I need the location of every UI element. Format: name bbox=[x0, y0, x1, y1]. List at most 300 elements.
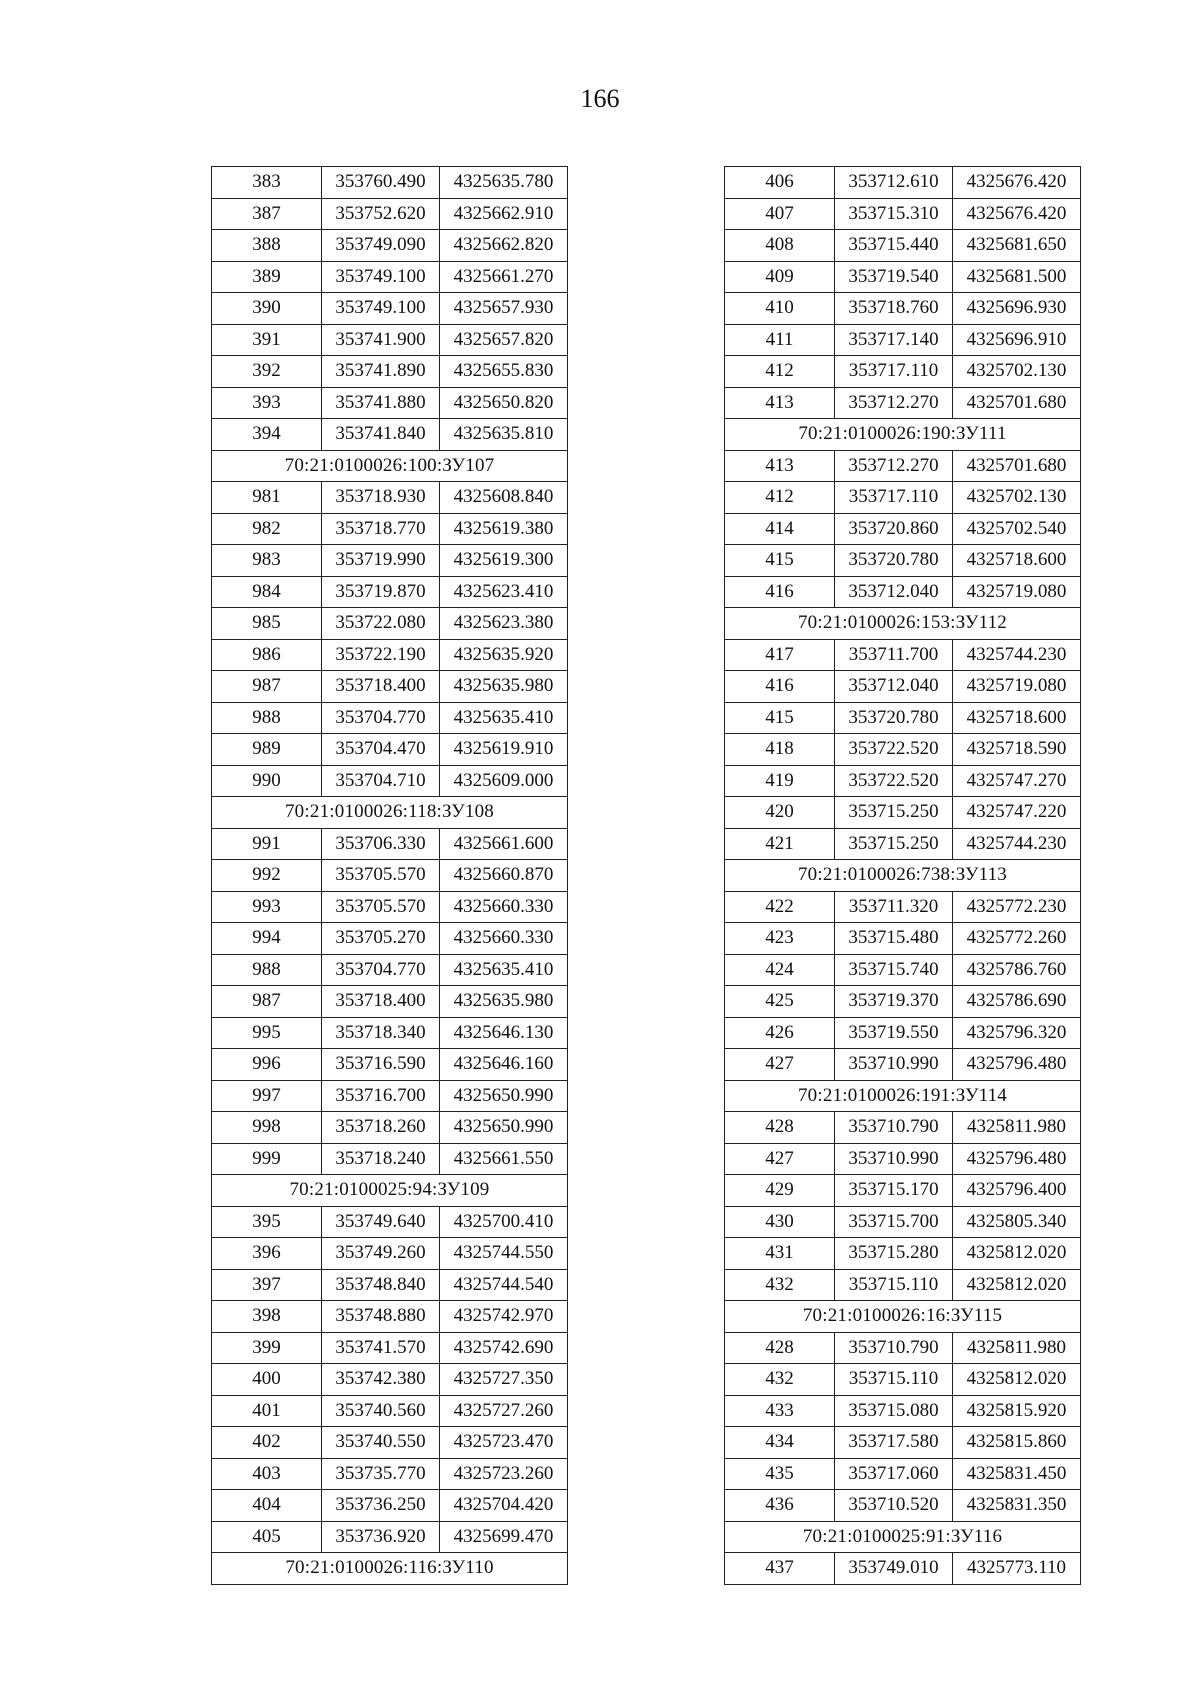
parcel-cadastral-number: 70:21:0100026:118:ЗУ108 bbox=[212, 797, 568, 829]
y-coordinate-cell: 4325702.130 bbox=[953, 482, 1081, 514]
point-number-cell: 415 bbox=[725, 545, 835, 577]
x-coordinate-cell: 353741.570 bbox=[322, 1332, 440, 1364]
point-number-cell: 407 bbox=[725, 198, 835, 230]
point-number-cell: 418 bbox=[725, 734, 835, 766]
point-number-cell: 398 bbox=[212, 1301, 322, 1333]
table-row bbox=[212, 891, 568, 923]
point-number-cell: 436 bbox=[725, 1490, 835, 1522]
y-coordinate-cell: 4325660.870 bbox=[440, 860, 568, 892]
table-row bbox=[725, 891, 1081, 923]
y-coordinate-cell: 4325719.080 bbox=[953, 671, 1081, 703]
table-row bbox=[725, 293, 1081, 325]
point-number-cell: 412 bbox=[725, 482, 835, 514]
point-number-cell: 987 bbox=[212, 986, 322, 1018]
point-number-cell: 388 bbox=[212, 230, 322, 262]
point-number-cell: 431 bbox=[725, 1238, 835, 1270]
table-row bbox=[725, 1553, 1081, 1585]
x-coordinate-cell: 353715.170 bbox=[835, 1175, 953, 1207]
point-number-cell: 994 bbox=[212, 923, 322, 955]
point-number-cell: 983 bbox=[212, 545, 322, 577]
y-coordinate-cell: 4325662.910 bbox=[440, 198, 568, 230]
point-number-cell: 432 bbox=[725, 1364, 835, 1396]
point-number-cell: 986 bbox=[212, 639, 322, 671]
point-number-cell: 437 bbox=[725, 1553, 835, 1585]
x-coordinate-cell: 353722.520 bbox=[835, 765, 953, 797]
x-coordinate-cell: 353722.190 bbox=[322, 639, 440, 671]
x-coordinate-cell: 353718.260 bbox=[322, 1112, 440, 1144]
x-coordinate-cell: 353705.570 bbox=[322, 860, 440, 892]
point-number-cell: 427 bbox=[725, 1143, 835, 1175]
parcel-header-row bbox=[725, 419, 1081, 451]
y-coordinate-cell: 4325661.270 bbox=[440, 261, 568, 293]
table-row bbox=[212, 293, 568, 325]
x-coordinate-cell: 353711.700 bbox=[835, 639, 953, 671]
point-number-cell: 997 bbox=[212, 1080, 322, 1112]
x-coordinate-cell: 353719.990 bbox=[322, 545, 440, 577]
point-number-cell: 387 bbox=[212, 198, 322, 230]
point-number-cell: 405 bbox=[212, 1521, 322, 1553]
x-coordinate-cell: 353749.100 bbox=[322, 261, 440, 293]
table-row bbox=[212, 1301, 568, 1333]
y-coordinate-cell: 4325811.980 bbox=[953, 1332, 1081, 1364]
table-row bbox=[212, 261, 568, 293]
parcel-header-row bbox=[212, 797, 568, 829]
x-coordinate-cell: 353722.080 bbox=[322, 608, 440, 640]
point-number-cell: 995 bbox=[212, 1017, 322, 1049]
x-coordinate-cell: 353715.310 bbox=[835, 198, 953, 230]
point-number-cell: 397 bbox=[212, 1269, 322, 1301]
point-number-cell: 416 bbox=[725, 576, 835, 608]
y-coordinate-cell: 4325608.840 bbox=[440, 482, 568, 514]
x-coordinate-cell: 353715.250 bbox=[835, 828, 953, 860]
point-number-cell: 413 bbox=[725, 387, 835, 419]
y-coordinate-cell: 4325723.470 bbox=[440, 1427, 568, 1459]
coordinates-table-right bbox=[724, 166, 1081, 1585]
y-coordinate-cell: 4325701.680 bbox=[953, 387, 1081, 419]
point-number-cell: 988 bbox=[212, 702, 322, 734]
x-coordinate-cell: 353710.520 bbox=[835, 1490, 953, 1522]
table-row bbox=[725, 671, 1081, 703]
y-coordinate-cell: 4325719.080 bbox=[953, 576, 1081, 608]
y-coordinate-cell: 4325623.380 bbox=[440, 608, 568, 640]
table-row bbox=[212, 986, 568, 1018]
table-row bbox=[725, 450, 1081, 482]
x-coordinate-cell: 353719.540 bbox=[835, 261, 953, 293]
table-row bbox=[212, 1080, 568, 1112]
point-number-cell: 998 bbox=[212, 1112, 322, 1144]
table-row bbox=[212, 1490, 568, 1522]
point-number-cell: 408 bbox=[725, 230, 835, 262]
y-coordinate-cell: 4325744.230 bbox=[953, 828, 1081, 860]
point-number-cell: 993 bbox=[212, 891, 322, 923]
point-number-cell: 406 bbox=[725, 167, 835, 199]
point-number-cell: 996 bbox=[212, 1049, 322, 1081]
table-row bbox=[725, 356, 1081, 388]
x-coordinate-cell: 353710.990 bbox=[835, 1049, 953, 1081]
point-number-cell: 417 bbox=[725, 639, 835, 671]
x-coordinate-cell: 353715.250 bbox=[835, 797, 953, 829]
table-row bbox=[212, 1521, 568, 1553]
x-coordinate-cell: 353719.870 bbox=[322, 576, 440, 608]
x-coordinate-cell: 353720.860 bbox=[835, 513, 953, 545]
parcel-cadastral-number: 70:21:0100025:91:ЗУ116 bbox=[725, 1521, 1081, 1553]
y-coordinate-cell: 4325701.680 bbox=[953, 450, 1081, 482]
y-coordinate-cell: 4325619.910 bbox=[440, 734, 568, 766]
x-coordinate-cell: 353760.490 bbox=[322, 167, 440, 199]
page-number: 166 bbox=[580, 84, 620, 113]
table-row bbox=[725, 954, 1081, 986]
y-coordinate-cell: 4325650.990 bbox=[440, 1112, 568, 1144]
x-coordinate-cell: 353741.840 bbox=[322, 419, 440, 451]
table-row bbox=[725, 828, 1081, 860]
x-coordinate-cell: 353749.260 bbox=[322, 1238, 440, 1270]
table-row bbox=[725, 1017, 1081, 1049]
point-number-cell: 392 bbox=[212, 356, 322, 388]
y-coordinate-cell: 4325805.340 bbox=[953, 1206, 1081, 1238]
y-coordinate-cell: 4325635.920 bbox=[440, 639, 568, 671]
y-coordinate-cell: 4325702.130 bbox=[953, 356, 1081, 388]
point-number-cell: 990 bbox=[212, 765, 322, 797]
table-row bbox=[212, 1364, 568, 1396]
point-number-cell: 404 bbox=[212, 1490, 322, 1522]
x-coordinate-cell: 353704.770 bbox=[322, 702, 440, 734]
table-row bbox=[212, 671, 568, 703]
table-row bbox=[725, 261, 1081, 293]
table-row bbox=[725, 167, 1081, 199]
parcel-header-row bbox=[725, 1080, 1081, 1112]
x-coordinate-cell: 353741.890 bbox=[322, 356, 440, 388]
point-number-cell: 401 bbox=[212, 1395, 322, 1427]
x-coordinate-cell: 353704.470 bbox=[322, 734, 440, 766]
point-number-cell: 434 bbox=[725, 1427, 835, 1459]
x-coordinate-cell: 353706.330 bbox=[322, 828, 440, 860]
x-coordinate-cell: 353715.700 bbox=[835, 1206, 953, 1238]
table-row bbox=[725, 1206, 1081, 1238]
coordinates-table-left bbox=[211, 166, 568, 1585]
x-coordinate-cell: 353740.550 bbox=[322, 1427, 440, 1459]
point-number-cell: 414 bbox=[725, 513, 835, 545]
point-number-cell: 396 bbox=[212, 1238, 322, 1270]
table-row bbox=[725, 1490, 1081, 1522]
y-coordinate-cell: 4325661.550 bbox=[440, 1143, 568, 1175]
point-number-cell: 992 bbox=[212, 860, 322, 892]
table-row bbox=[725, 702, 1081, 734]
table-row bbox=[725, 923, 1081, 955]
parcel-header-row bbox=[725, 1521, 1081, 1553]
table-row bbox=[212, 765, 568, 797]
point-number-cell: 412 bbox=[725, 356, 835, 388]
x-coordinate-cell: 353749.100 bbox=[322, 293, 440, 325]
y-coordinate-cell: 4325702.540 bbox=[953, 513, 1081, 545]
y-coordinate-cell: 4325747.270 bbox=[953, 765, 1081, 797]
x-coordinate-cell: 353715.110 bbox=[835, 1364, 953, 1396]
y-coordinate-cell: 4325655.830 bbox=[440, 356, 568, 388]
y-coordinate-cell: 4325796.480 bbox=[953, 1143, 1081, 1175]
point-number-cell: 985 bbox=[212, 608, 322, 640]
x-coordinate-cell: 353752.620 bbox=[322, 198, 440, 230]
y-coordinate-cell: 4325727.260 bbox=[440, 1395, 568, 1427]
x-coordinate-cell: 353741.880 bbox=[322, 387, 440, 419]
table-row bbox=[212, 513, 568, 545]
y-coordinate-cell: 4325650.820 bbox=[440, 387, 568, 419]
x-coordinate-cell: 353704.770 bbox=[322, 954, 440, 986]
x-coordinate-cell: 353705.270 bbox=[322, 923, 440, 955]
point-number-cell: 429 bbox=[725, 1175, 835, 1207]
table-row bbox=[212, 1269, 568, 1301]
table-row bbox=[212, 419, 568, 451]
table-row bbox=[725, 1364, 1081, 1396]
x-coordinate-cell: 353717.110 bbox=[835, 356, 953, 388]
y-coordinate-cell: 4325796.480 bbox=[953, 1049, 1081, 1081]
parcel-header-row bbox=[212, 1553, 568, 1585]
point-number-cell: 390 bbox=[212, 293, 322, 325]
y-coordinate-cell: 4325676.420 bbox=[953, 167, 1081, 199]
table-row bbox=[212, 639, 568, 671]
parcel-header-row bbox=[212, 1175, 568, 1207]
point-number-cell: 982 bbox=[212, 513, 322, 545]
table-row bbox=[725, 1458, 1081, 1490]
x-coordinate-cell: 353712.040 bbox=[835, 671, 953, 703]
table-row bbox=[212, 860, 568, 892]
y-coordinate-cell: 4325744.550 bbox=[440, 1238, 568, 1270]
table-row bbox=[725, 1269, 1081, 1301]
x-coordinate-cell: 353717.060 bbox=[835, 1458, 953, 1490]
table-row bbox=[212, 387, 568, 419]
y-coordinate-cell: 4325657.820 bbox=[440, 324, 568, 356]
y-coordinate-cell: 4325831.450 bbox=[953, 1458, 1081, 1490]
x-coordinate-cell: 353717.110 bbox=[835, 482, 953, 514]
table-row bbox=[212, 1427, 568, 1459]
table-row bbox=[212, 1112, 568, 1144]
y-coordinate-cell: 4325681.650 bbox=[953, 230, 1081, 262]
table-row bbox=[212, 1395, 568, 1427]
x-coordinate-cell: 353722.520 bbox=[835, 734, 953, 766]
table-row bbox=[212, 1458, 568, 1490]
y-coordinate-cell: 4325660.330 bbox=[440, 923, 568, 955]
x-coordinate-cell: 353736.920 bbox=[322, 1521, 440, 1553]
table-row bbox=[725, 1332, 1081, 1364]
parcel-cadastral-number: 70:21:0100026:738:ЗУ113 bbox=[725, 860, 1081, 892]
y-coordinate-cell: 4325742.690 bbox=[440, 1332, 568, 1364]
y-coordinate-cell: 4325718.600 bbox=[953, 702, 1081, 734]
y-coordinate-cell: 4325815.920 bbox=[953, 1395, 1081, 1427]
point-number-cell: 989 bbox=[212, 734, 322, 766]
table-row bbox=[725, 1238, 1081, 1270]
table-row bbox=[212, 576, 568, 608]
table-row bbox=[725, 1112, 1081, 1144]
point-number-cell: 413 bbox=[725, 450, 835, 482]
x-coordinate-cell: 353710.990 bbox=[835, 1143, 953, 1175]
point-number-cell: 423 bbox=[725, 923, 835, 955]
parcel-cadastral-number: 70:21:0100026:116:ЗУ110 bbox=[212, 1553, 568, 1585]
x-coordinate-cell: 353748.880 bbox=[322, 1301, 440, 1333]
y-coordinate-cell: 4325772.230 bbox=[953, 891, 1081, 923]
point-number-cell: 425 bbox=[725, 986, 835, 1018]
y-coordinate-cell: 4325812.020 bbox=[953, 1238, 1081, 1270]
y-coordinate-cell: 4325772.260 bbox=[953, 923, 1081, 955]
point-number-cell: 416 bbox=[725, 671, 835, 703]
point-number-cell: 428 bbox=[725, 1112, 835, 1144]
y-coordinate-cell: 4325619.300 bbox=[440, 545, 568, 577]
point-number-cell: 410 bbox=[725, 293, 835, 325]
x-coordinate-cell: 353715.280 bbox=[835, 1238, 953, 1270]
parcel-cadastral-number: 70:21:0100026:100:ЗУ107 bbox=[212, 450, 568, 482]
point-number-cell: 394 bbox=[212, 419, 322, 451]
y-coordinate-cell: 4325718.600 bbox=[953, 545, 1081, 577]
point-number-cell: 400 bbox=[212, 1364, 322, 1396]
x-coordinate-cell: 353717.140 bbox=[835, 324, 953, 356]
y-coordinate-cell: 4325657.930 bbox=[440, 293, 568, 325]
x-coordinate-cell: 353715.480 bbox=[835, 923, 953, 955]
y-coordinate-cell: 4325646.130 bbox=[440, 1017, 568, 1049]
x-coordinate-cell: 353720.780 bbox=[835, 702, 953, 734]
table-row bbox=[212, 324, 568, 356]
x-coordinate-cell: 353718.770 bbox=[322, 513, 440, 545]
x-coordinate-cell: 353712.270 bbox=[835, 387, 953, 419]
table-row bbox=[725, 324, 1081, 356]
y-coordinate-cell: 4325660.330 bbox=[440, 891, 568, 923]
point-number-cell: 422 bbox=[725, 891, 835, 923]
table-row bbox=[725, 1427, 1081, 1459]
point-number-cell: 419 bbox=[725, 765, 835, 797]
table-row bbox=[725, 198, 1081, 230]
y-coordinate-cell: 4325831.350 bbox=[953, 1490, 1081, 1522]
table-row bbox=[212, 1049, 568, 1081]
table-row bbox=[725, 1395, 1081, 1427]
y-coordinate-cell: 4325786.760 bbox=[953, 954, 1081, 986]
table-row bbox=[212, 1238, 568, 1270]
x-coordinate-cell: 353711.320 bbox=[835, 891, 953, 923]
y-coordinate-cell: 4325676.420 bbox=[953, 198, 1081, 230]
y-coordinate-cell: 4325699.470 bbox=[440, 1521, 568, 1553]
x-coordinate-cell: 353715.110 bbox=[835, 1269, 953, 1301]
point-number-cell: 428 bbox=[725, 1332, 835, 1364]
x-coordinate-cell: 353718.400 bbox=[322, 986, 440, 1018]
x-coordinate-cell: 353704.710 bbox=[322, 765, 440, 797]
y-coordinate-cell: 4325786.690 bbox=[953, 986, 1081, 1018]
point-number-cell: 435 bbox=[725, 1458, 835, 1490]
table-row bbox=[212, 828, 568, 860]
x-coordinate-cell: 353718.400 bbox=[322, 671, 440, 703]
y-coordinate-cell: 4325796.320 bbox=[953, 1017, 1081, 1049]
y-coordinate-cell: 4325704.420 bbox=[440, 1490, 568, 1522]
y-coordinate-cell: 4325812.020 bbox=[953, 1364, 1081, 1396]
x-coordinate-cell: 353718.760 bbox=[835, 293, 953, 325]
point-number-cell: 399 bbox=[212, 1332, 322, 1364]
table-row bbox=[725, 545, 1081, 577]
table-row bbox=[725, 1049, 1081, 1081]
table-row bbox=[212, 923, 568, 955]
x-coordinate-cell: 353742.380 bbox=[322, 1364, 440, 1396]
x-coordinate-cell: 353710.790 bbox=[835, 1332, 953, 1364]
point-number-cell: 426 bbox=[725, 1017, 835, 1049]
x-coordinate-cell: 353719.550 bbox=[835, 1017, 953, 1049]
parcel-cadastral-number: 70:21:0100026:191:ЗУ114 bbox=[725, 1080, 1081, 1112]
point-number-cell: 403 bbox=[212, 1458, 322, 1490]
table-row bbox=[212, 482, 568, 514]
table-row bbox=[725, 797, 1081, 829]
table-row bbox=[725, 482, 1081, 514]
table-row bbox=[725, 734, 1081, 766]
x-coordinate-cell: 353749.640 bbox=[322, 1206, 440, 1238]
y-coordinate-cell: 4325747.220 bbox=[953, 797, 1081, 829]
y-coordinate-cell: 4325623.410 bbox=[440, 576, 568, 608]
x-coordinate-cell: 353735.770 bbox=[322, 1458, 440, 1490]
point-number-cell: 988 bbox=[212, 954, 322, 986]
parcel-header-row bbox=[725, 1301, 1081, 1333]
y-coordinate-cell: 4325723.260 bbox=[440, 1458, 568, 1490]
x-coordinate-cell: 353717.580 bbox=[835, 1427, 953, 1459]
table-row bbox=[212, 1332, 568, 1364]
x-coordinate-cell: 353716.700 bbox=[322, 1080, 440, 1112]
x-coordinate-cell: 353749.010 bbox=[835, 1553, 953, 1585]
x-coordinate-cell: 353740.560 bbox=[322, 1395, 440, 1427]
y-coordinate-cell: 4325646.160 bbox=[440, 1049, 568, 1081]
parcel-cadastral-number: 70:21:0100025:94:ЗУ109 bbox=[212, 1175, 568, 1207]
table-row bbox=[212, 702, 568, 734]
point-number-cell: 391 bbox=[212, 324, 322, 356]
y-coordinate-cell: 4325815.860 bbox=[953, 1427, 1081, 1459]
table-row bbox=[725, 639, 1081, 671]
point-number-cell: 421 bbox=[725, 828, 835, 860]
x-coordinate-cell: 353718.340 bbox=[322, 1017, 440, 1049]
point-number-cell: 393 bbox=[212, 387, 322, 419]
table-row bbox=[212, 734, 568, 766]
table-row bbox=[212, 545, 568, 577]
point-number-cell: 415 bbox=[725, 702, 835, 734]
point-number-cell: 389 bbox=[212, 261, 322, 293]
table-row bbox=[725, 986, 1081, 1018]
parcel-cadastral-number: 70:21:0100026:16:ЗУ115 bbox=[725, 1301, 1081, 1333]
table-row bbox=[725, 576, 1081, 608]
parcel-header-row bbox=[212, 450, 568, 482]
point-number-cell: 432 bbox=[725, 1269, 835, 1301]
table-row bbox=[212, 1143, 568, 1175]
x-coordinate-cell: 353719.370 bbox=[835, 986, 953, 1018]
table-row bbox=[212, 1206, 568, 1238]
x-coordinate-cell: 353705.570 bbox=[322, 891, 440, 923]
table-row bbox=[212, 1017, 568, 1049]
table-row bbox=[725, 765, 1081, 797]
parcel-cadastral-number: 70:21:0100026:190:ЗУ111 bbox=[725, 419, 1081, 451]
x-coordinate-cell: 353712.610 bbox=[835, 167, 953, 199]
y-coordinate-cell: 4325773.110 bbox=[953, 1553, 1081, 1585]
table-row bbox=[725, 387, 1081, 419]
table-row bbox=[725, 1143, 1081, 1175]
table-row bbox=[725, 1175, 1081, 1207]
point-number-cell: 430 bbox=[725, 1206, 835, 1238]
y-coordinate-cell: 4325812.020 bbox=[953, 1269, 1081, 1301]
x-coordinate-cell: 353712.270 bbox=[835, 450, 953, 482]
point-number-cell: 999 bbox=[212, 1143, 322, 1175]
y-coordinate-cell: 4325700.410 bbox=[440, 1206, 568, 1238]
y-coordinate-cell: 4325661.600 bbox=[440, 828, 568, 860]
y-coordinate-cell: 4325696.930 bbox=[953, 293, 1081, 325]
y-coordinate-cell: 4325744.230 bbox=[953, 639, 1081, 671]
table-row bbox=[212, 608, 568, 640]
x-coordinate-cell: 353741.900 bbox=[322, 324, 440, 356]
point-number-cell: 402 bbox=[212, 1427, 322, 1459]
x-coordinate-cell: 353718.930 bbox=[322, 482, 440, 514]
y-coordinate-cell: 4325635.780 bbox=[440, 167, 568, 199]
x-coordinate-cell: 353715.080 bbox=[835, 1395, 953, 1427]
y-coordinate-cell: 4325811.980 bbox=[953, 1112, 1081, 1144]
y-coordinate-cell: 4325619.380 bbox=[440, 513, 568, 545]
y-coordinate-cell: 4325635.410 bbox=[440, 702, 568, 734]
y-coordinate-cell: 4325635.980 bbox=[440, 986, 568, 1018]
y-coordinate-cell: 4325727.350 bbox=[440, 1364, 568, 1396]
y-coordinate-cell: 4325742.970 bbox=[440, 1301, 568, 1333]
